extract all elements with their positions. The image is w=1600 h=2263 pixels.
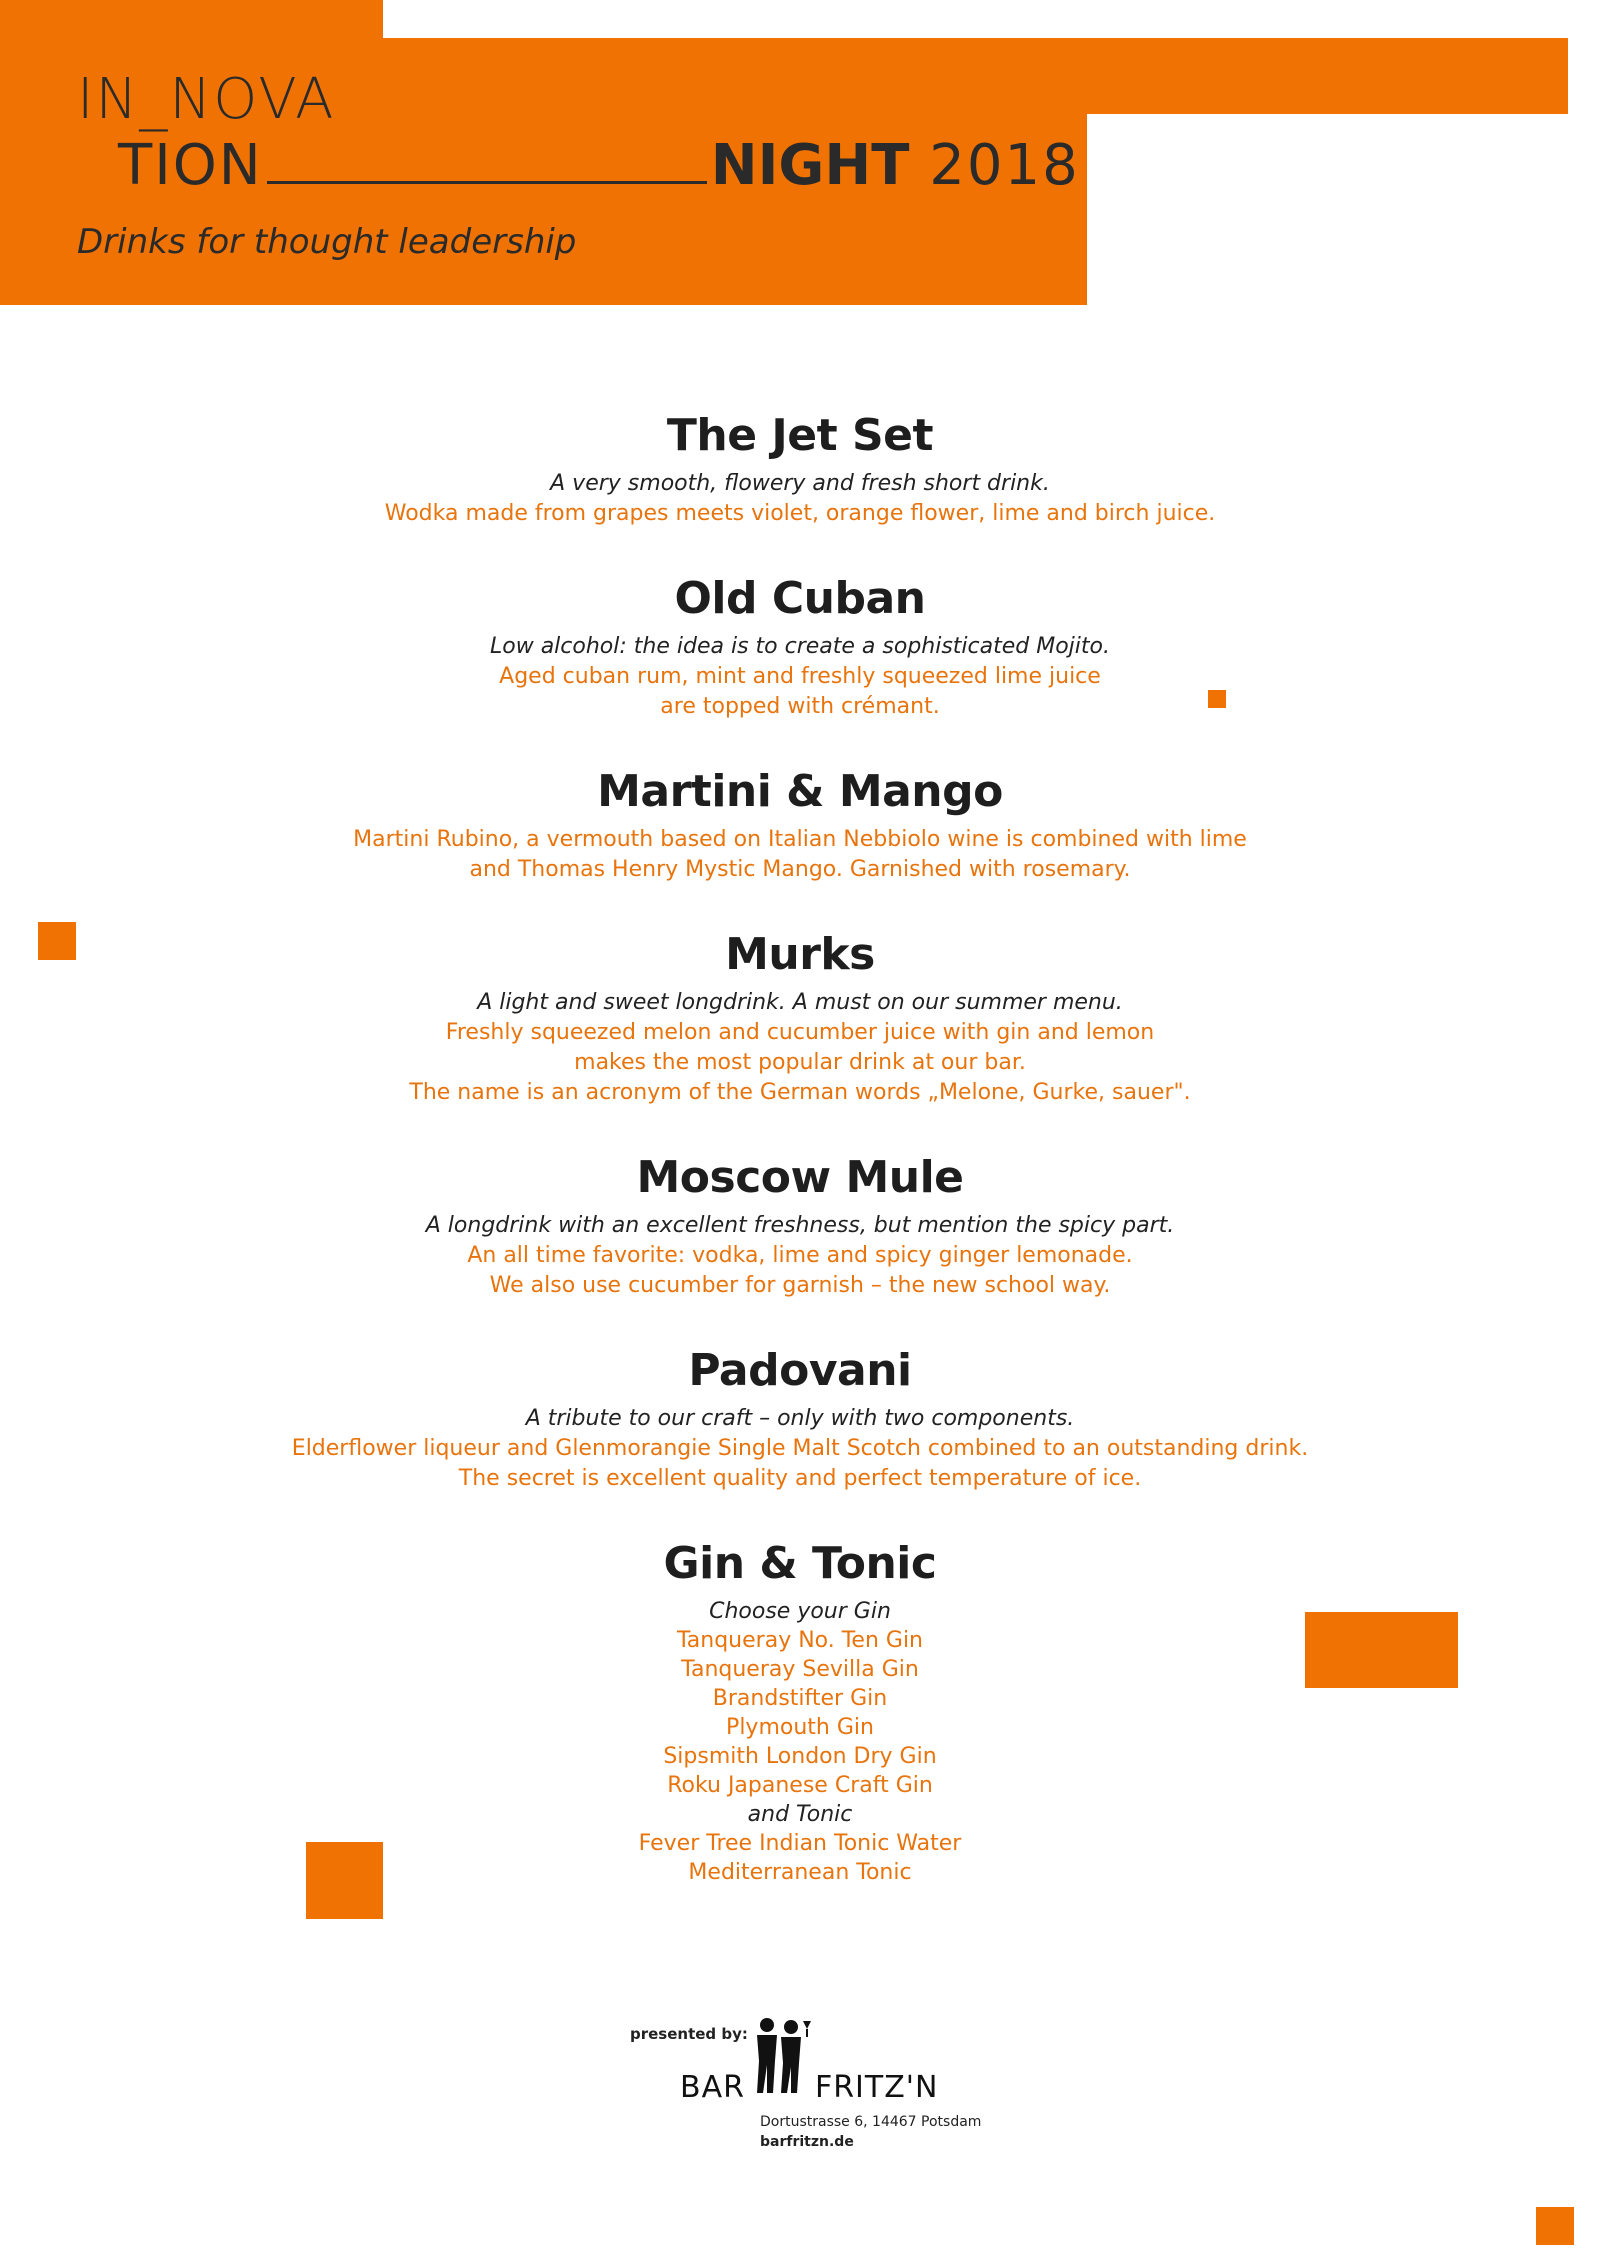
drink-description: We also use cucumber for garnish – the new school way. bbox=[489, 1273, 1111, 1298]
gin-option: Tanqueray Sevilla Gin bbox=[681, 1657, 919, 1682]
drink-name: Martini & Mango bbox=[597, 766, 1003, 817]
gin-option: Roku Japanese Craft Gin bbox=[667, 1773, 933, 1798]
drink-tagline: A longdrink with an excellent freshness, but mention the spicy part. bbox=[425, 1213, 1175, 1238]
gin-choose-label: Choose your Gin bbox=[709, 1599, 891, 1624]
event-title-part: TION bbox=[118, 133, 263, 198]
drink-item bbox=[0, 410, 1600, 529]
decor-square bbox=[1536, 2207, 1574, 2245]
drink-description: The secret is excellent quality and perfect temperature of ice. bbox=[458, 1466, 1142, 1491]
tonic-option: Mediterranean Tonic bbox=[688, 1860, 912, 1885]
drink-description: Martini Rubino, a vermouth based on Italian Nebbiolo wine is combined with lime bbox=[353, 827, 1247, 852]
drink-item bbox=[0, 929, 1600, 1108]
bar-address: Dortustrasse 6, 14467 Potsdam bbox=[760, 2114, 982, 2130]
tonic-label: and Tonic bbox=[747, 1802, 853, 1827]
drink-description: Freshly squeezed melon and cucumber juice with gin and lemon bbox=[445, 1020, 1155, 1045]
drink-item bbox=[0, 766, 1600, 885]
drink-name: Gin & Tonic bbox=[663, 1538, 937, 1589]
drink-item bbox=[0, 1345, 1600, 1494]
drink-description: makes the most popular drink at our bar. bbox=[574, 1050, 1026, 1075]
gin-option: Brandstifter Gin bbox=[712, 1686, 888, 1711]
presented-by-label: presented by: bbox=[630, 2025, 748, 2043]
drink-name: Padovani bbox=[688, 1345, 912, 1396]
bar-website[interactable]: barfritzn.de bbox=[760, 2134, 854, 2150]
title-rule bbox=[267, 181, 707, 184]
drink-item-gin-tonic bbox=[0, 1538, 1600, 1887]
drink-tagline: A light and sweet longdrink. A must on our summer menu. bbox=[477, 990, 1123, 1015]
drink-name: The Jet Set bbox=[666, 410, 934, 461]
gin-option: Plymouth Gin bbox=[726, 1715, 874, 1740]
drink-description: Elderflower liqueur and Glenmorangie Single Malt Scotch combined to an outstanding drink. bbox=[291, 1436, 1309, 1461]
gin-option: Tanqueray No. Ten Gin bbox=[677, 1628, 923, 1653]
logo-text-left: BAR bbox=[680, 2070, 745, 2105]
presenter-footer bbox=[630, 2015, 1010, 2150]
drink-description: and Thomas Henry Mystic Mango. Garnished with rosemary. bbox=[469, 857, 1131, 882]
tonic-option: Fever Tree Indian Tonic Water bbox=[638, 1831, 962, 1856]
event-title-night: NIGHT bbox=[710, 133, 910, 198]
drinks-menu bbox=[0, 410, 1600, 1931]
drink-description: An all time favorite: vodka, lime and spicy ginger lemonade. bbox=[467, 1243, 1133, 1268]
drink-name: Murks bbox=[725, 929, 875, 980]
drink-name: Moscow Mule bbox=[636, 1152, 964, 1203]
bar-address-block bbox=[760, 2112, 981, 2152]
drink-tagline: A very smooth, flowery and fresh short drink. bbox=[550, 471, 1050, 496]
drink-name: Old Cuban bbox=[674, 573, 926, 624]
gin-option: Sipsmith London Dry Gin bbox=[663, 1744, 937, 1769]
event-title-line1: IN_NOVA bbox=[77, 67, 336, 132]
event-subtitle: Drinks for thought leadership bbox=[77, 222, 577, 262]
drink-tagline: Low alcohol: the idea is to create a sophisticated Mojito. bbox=[490, 634, 1110, 659]
event-title-year: 2018 bbox=[929, 133, 1080, 198]
drink-description: Aged cuban rum, mint and freshly squeezed lime juice bbox=[499, 664, 1101, 689]
drink-description: Wodka made from grapes meets violet, orange flower, lime and birch juice. bbox=[384, 501, 1216, 526]
header-block-right bbox=[1087, 38, 1568, 114]
drink-description: are topped with crémant. bbox=[660, 694, 940, 719]
drink-item bbox=[0, 573, 1600, 722]
drink-description: The name is an acronym of the German words „Melone, Gurke, sauer". bbox=[409, 1080, 1191, 1105]
logo-text-right: FRITZ'N bbox=[814, 2070, 939, 2105]
event-title-line2 bbox=[118, 133, 1080, 198]
bar-logo bbox=[680, 2070, 938, 2105]
drink-item bbox=[0, 1152, 1600, 1301]
drink-tagline: A tribute to our craft – only with two components. bbox=[525, 1406, 1075, 1431]
